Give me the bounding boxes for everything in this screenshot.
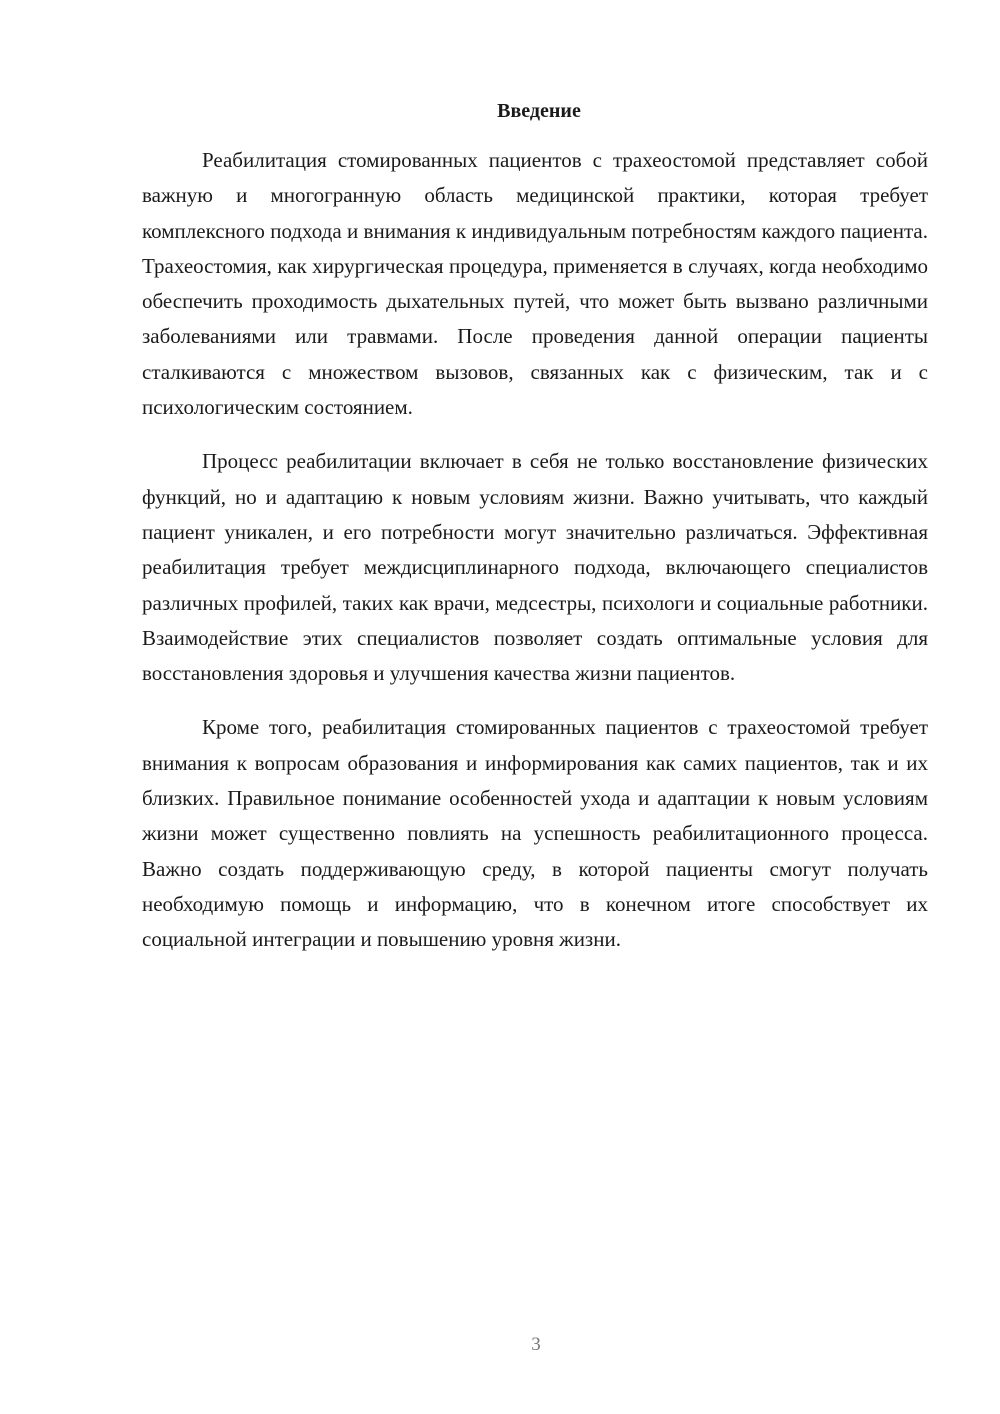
page-number: 3 [531,1334,541,1355]
body-text [142,143,928,977]
paragraph: Кроме того, реабилитация стомированных пациентов с трахеостомой требует внимания к вопросам образования и информирования как самих пациентов, так и их близких. Правильное понимание особенностей ухода и адаптации к новым условиям жизни может существенно повлиять на успешность реабилитационного процесса. Важно создать поддерживающую среду, в которой пациенты смогут получать необходимую помощь и информацию, что в конечном итоге способствует их социальной интеграции и повышению уровня жизни. [142,715,928,952]
paragraph: Процесс реабилитации включает в себя не только восстановление физических функций, но и адаптацию к новым условиям жизни. Важно учитывать, что каждый пациент уникален, и его потребности могут значительно различаться. Эффективная реабилитация требует междисциплинарного подхода, включающего специалистов различных профилей, таких как врачи, медсестры, психологи и социальные работники. Взаимодействие этих специалистов позволяет создать оптимальные условия для восстановления здоровья и улучшения качества жизни пациентов. [142,449,928,686]
paragraph: Реабилитация стомированных пациентов с трахеостомой представляет собой важную и многогранную область медицинской практики, которая требует комплексного подхода и внимания к индивидуальным потребностям каждого пациента. Трахеостомия, как хирургическая процедура, применяется в случаях, когда необходимо обеспечить проходимость дыхательных путей, что может быть вызвано различными заболеваниями или травмами. После проведения данной операции пациенты сталкиваются с множеством вызовов, связанных как с физическим, так и с психологическим состоянием. [142,148,928,420]
section-heading: Введение [497,100,581,122]
